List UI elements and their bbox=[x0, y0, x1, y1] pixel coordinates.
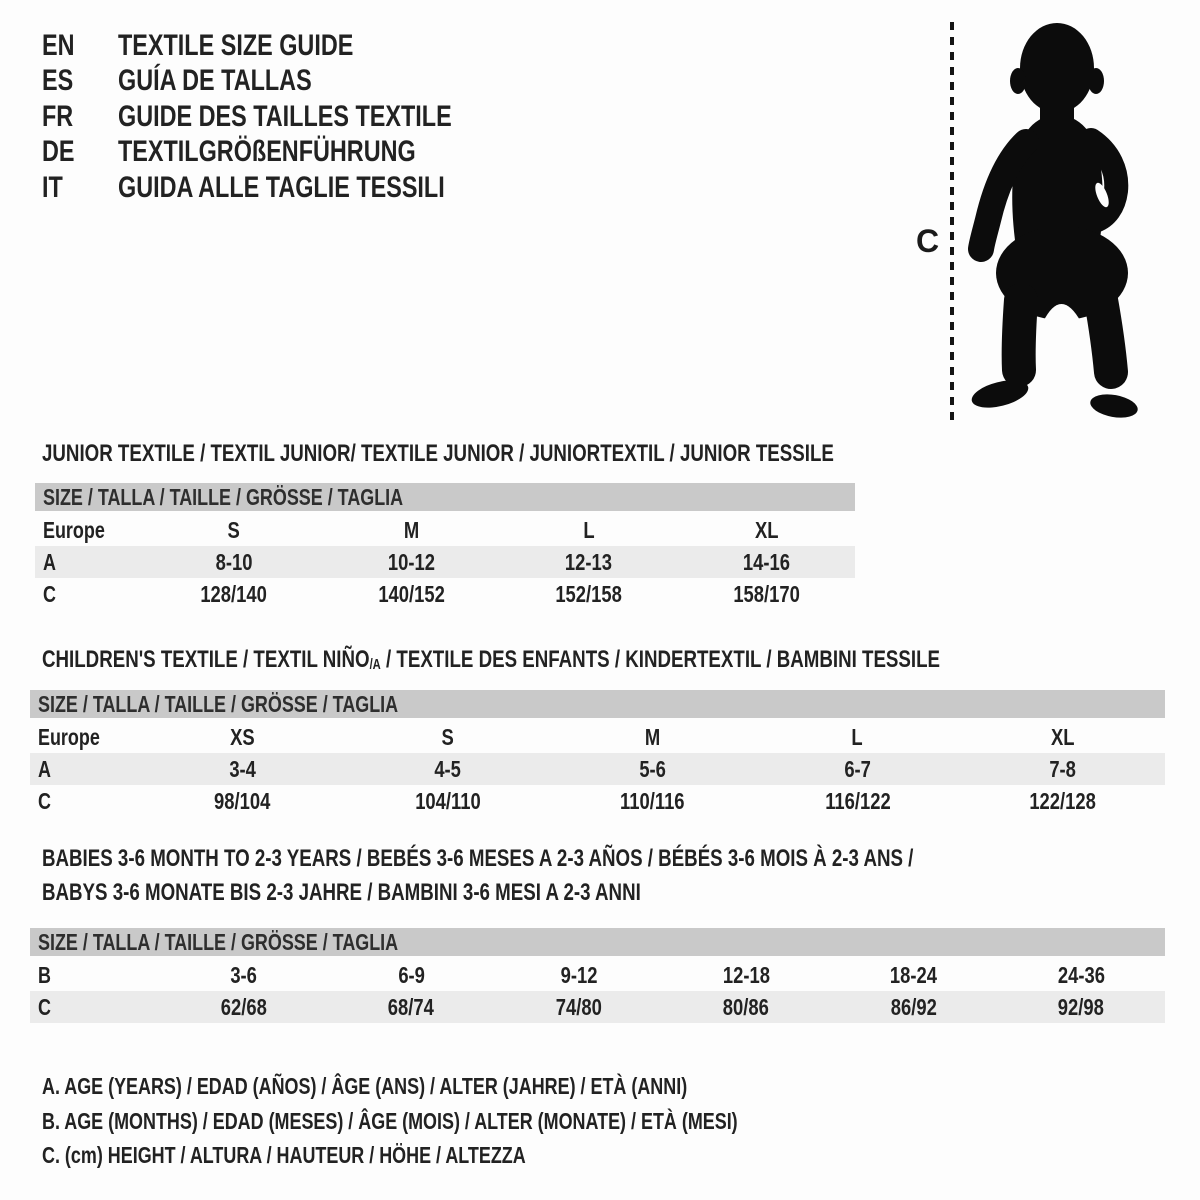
language-code: ES bbox=[42, 64, 74, 98]
legend-line-age-months: B. AGE (MONTHS) / EDAD (MESES) / ÂGE (MOIS) / ALTER (MONATE) / ETÀ (MESI) bbox=[42, 1107, 738, 1134]
row-label: C bbox=[38, 993, 51, 1020]
size-header-bar: SIZE / TALLA / TAILLE / GRÖSSE / TAGLIA bbox=[30, 928, 1165, 956]
table-row-europe bbox=[30, 721, 1165, 753]
size-cell: L bbox=[583, 516, 595, 543]
size-cell: XS bbox=[230, 723, 255, 750]
table-row-height bbox=[30, 785, 1165, 817]
size-cell: 86/92 bbox=[890, 993, 937, 1020]
size-cell: M bbox=[403, 516, 419, 543]
size-cell: 140/152 bbox=[377, 580, 445, 607]
size-cell: 9-12 bbox=[560, 961, 598, 988]
size-cell: 12-13 bbox=[565, 548, 613, 575]
table-row-europe bbox=[35, 514, 855, 546]
size-cell: 8-10 bbox=[215, 548, 253, 575]
height-measure-label: C bbox=[916, 223, 940, 259]
language-title: GUÍA DE TALLAS bbox=[118, 64, 312, 98]
size-cell: S bbox=[227, 516, 240, 543]
babies-size-table bbox=[30, 928, 1165, 1023]
size-cell: 98/104 bbox=[214, 787, 271, 814]
language-title-list bbox=[42, 28, 546, 206]
size-cell: 110/116 bbox=[620, 787, 685, 814]
size-cell: 122/128 bbox=[1029, 787, 1096, 814]
children-size-table bbox=[30, 690, 1165, 817]
size-cell: 24-36 bbox=[1057, 961, 1105, 988]
size-cell: 18-24 bbox=[890, 961, 938, 988]
size-cell: 74/80 bbox=[555, 993, 602, 1020]
legend-line-height: C. (cm) HEIGHT / ALTURA / HAUTEUR / HÖHE / ALTEZZA bbox=[42, 1142, 526, 1169]
size-cell: M bbox=[644, 723, 661, 750]
table-row-age-months bbox=[30, 959, 1165, 991]
row-label: C bbox=[38, 787, 51, 814]
size-cell: 5-6 bbox=[639, 755, 666, 782]
language-title: TEXTILGRÖßENFÜHRUNG bbox=[118, 135, 416, 169]
language-row bbox=[42, 64, 546, 100]
row-label: A bbox=[43, 548, 56, 575]
nino-a-subscript: /A bbox=[369, 656, 381, 673]
size-cell: 68/74 bbox=[388, 993, 435, 1020]
language-title: TEXTILE SIZE GUIDE bbox=[118, 28, 354, 62]
size-cell: 80/86 bbox=[723, 993, 770, 1020]
language-code: DE bbox=[42, 135, 75, 169]
junior-size-table bbox=[35, 483, 855, 610]
size-cell: 62/68 bbox=[220, 993, 267, 1020]
size-cell: 7-8 bbox=[1049, 755, 1076, 782]
size-cell: 12-18 bbox=[722, 961, 770, 988]
language-code: FR bbox=[42, 99, 74, 133]
language-row bbox=[42, 135, 546, 171]
language-row bbox=[42, 28, 546, 64]
size-cell: 152/158 bbox=[555, 580, 622, 607]
language-title: GUIDE DES TAILLES TEXTILE bbox=[118, 99, 452, 133]
size-cell: 158/170 bbox=[732, 580, 800, 607]
size-header-bar: SIZE / TALLA / TAILLE / GRÖSSE / TAGLIA bbox=[35, 483, 855, 511]
language-row bbox=[42, 99, 546, 135]
size-cell: 116/122 bbox=[824, 787, 891, 814]
size-cell: 92/98 bbox=[1058, 993, 1105, 1020]
section-title-babies: BABIES 3-6 MONTH TO 2-3 YEARS / BEBÉS 3-6 MESES A 2-3 AÑOS / BÉBÉS 3-6 MOIS À 2-3 ANS / BABYS 3-6 MONATE BIS 2-3 JAHRE / BAMBINI 3-6 MESI A 2-3 ANNI bbox=[42, 845, 914, 906]
row-label: A bbox=[38, 755, 51, 782]
language-title: GUIDA ALLE TAGLIE TESSILI bbox=[118, 170, 445, 204]
row-label: Europe bbox=[38, 723, 100, 750]
language-row bbox=[42, 170, 546, 206]
section-title-children: CHILDREN'S TEXTILE / TEXTIL NIÑO/A / TEXTILE DES ENFANTS / KINDERTEXTIL / BAMBINI TESSILE bbox=[42, 646, 941, 673]
size-cell: S bbox=[441, 723, 454, 750]
size-cell: XL bbox=[754, 516, 778, 543]
baby-silhouette-icon bbox=[969, 23, 1140, 421]
row-label: C bbox=[43, 580, 56, 607]
baby-height-figure bbox=[900, 10, 1160, 430]
section-title-junior: JUNIOR TEXTILE / TEXTIL JUNIOR/ TEXTILE JUNIOR / JUNIORTEXTIL / JUNIOR TESSILE bbox=[42, 440, 834, 467]
size-cell: 104/110 bbox=[414, 787, 481, 814]
language-code: EN bbox=[42, 28, 75, 62]
size-cell: XL bbox=[1050, 723, 1075, 750]
table-row-height bbox=[35, 578, 855, 610]
language-code: IT bbox=[42, 170, 63, 204]
measure-legend bbox=[42, 1069, 934, 1173]
size-cell: L bbox=[851, 723, 864, 750]
size-cell: 6-7 bbox=[844, 755, 871, 782]
row-label: B bbox=[38, 961, 51, 988]
size-cell: 3-6 bbox=[230, 961, 258, 988]
table-row-age-years bbox=[35, 546, 855, 578]
row-label: Europe bbox=[43, 516, 105, 543]
size-cell: 10-12 bbox=[387, 548, 435, 575]
table-row-height bbox=[30, 991, 1165, 1023]
size-cell: 3-4 bbox=[229, 755, 256, 782]
table-row-age-years bbox=[30, 753, 1165, 785]
size-header-bar: SIZE / TALLA / TAILLE / GRÖSSE / TAGLIA bbox=[30, 690, 1165, 718]
size-cell: 4-5 bbox=[434, 755, 461, 782]
size-cell: 128/140 bbox=[200, 580, 267, 607]
size-cell: 14-16 bbox=[742, 548, 790, 575]
legend-line-age-years: A. AGE (YEARS) / EDAD (AÑOS) / ÂGE (ANS) / ALTER (JAHRE) / ETÀ (ANNI) bbox=[42, 1072, 688, 1099]
size-cell: 6-9 bbox=[397, 961, 425, 988]
